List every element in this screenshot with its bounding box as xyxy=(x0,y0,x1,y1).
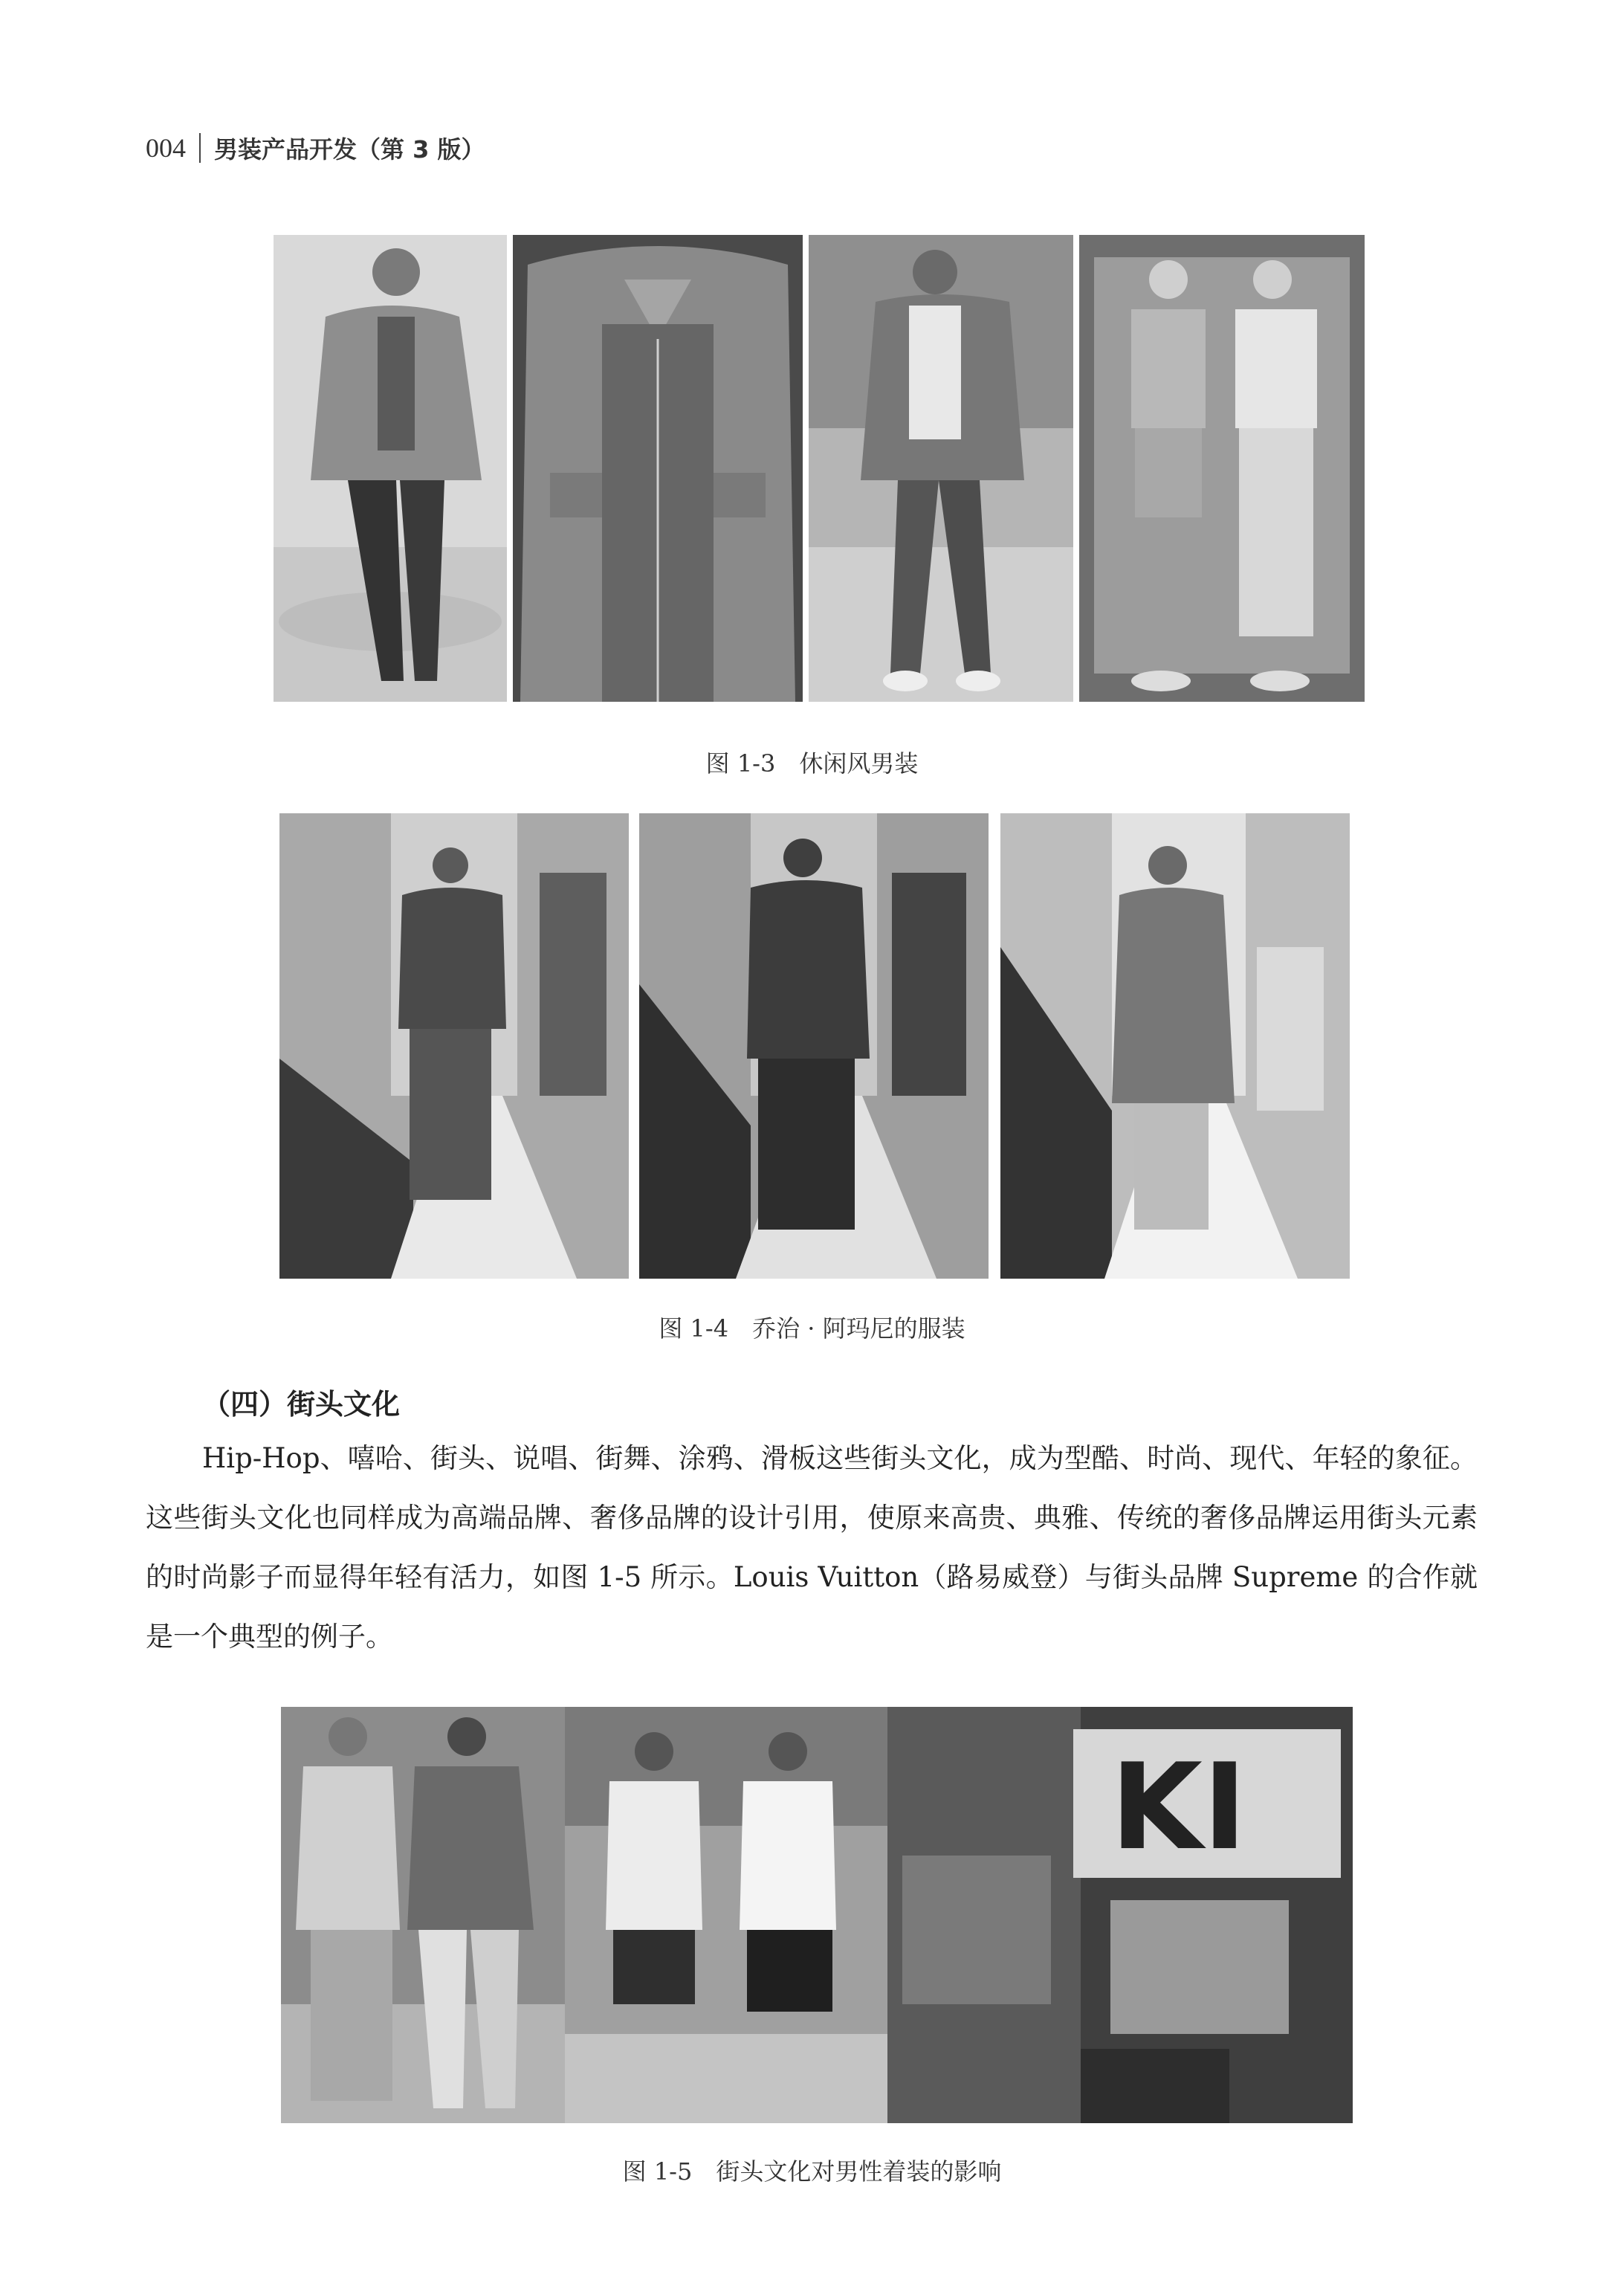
photo-armani-runway-1 xyxy=(279,813,629,1279)
section-heading: （四）街头文化 xyxy=(202,1388,401,1421)
figure-1-4-caption: 图 1-4 乔治 · 阿玛尼的服装 xyxy=(659,1314,965,1343)
running-header xyxy=(146,131,485,165)
figure-1-5-photos xyxy=(281,1707,1353,2123)
photo-jacket-detail xyxy=(513,235,803,702)
svg-text:KI: KI xyxy=(1110,1737,1247,1876)
body-paragraph: Hip-Hop、嘻哈、街头、说唱、街舞、涂鸦、滑板这些街头文化，成为型酷、时尚、现代、年轻的象征。这些街头文化也同样成为高端品牌、奢侈品牌的设计引用，使原来高贵、典雅、传统的奢侈品牌运用街头元素的时尚影子而显得年轻有活力，如图 1-5 所示。Louis Vuitton（路易威登）与街头品牌 Supreme 的合作就是一个典型的例子。 xyxy=(146,1442,1478,1653)
photo-casual-runway xyxy=(274,235,507,702)
photo-mannequins xyxy=(1079,235,1365,702)
figure-1-5-caption: 图 1-5 街头文化对男性着装的影响 xyxy=(622,2157,1002,2186)
photo-street-style-2 xyxy=(565,1707,887,2123)
page-number: 004 xyxy=(146,133,186,163)
photo-street-style-1 xyxy=(281,1707,565,2123)
photo-denim-detail xyxy=(887,1707,1353,2123)
book-title: 男装产品开发（第 3 版） xyxy=(214,135,485,164)
photo-armani-runway-2 xyxy=(639,813,989,1279)
figure-1-4-photos xyxy=(279,813,1350,1279)
photo-armani-runway-3 xyxy=(1000,813,1350,1279)
header-divider xyxy=(199,133,201,163)
figure-1-3-caption: 图 1-3 休闲风男装 xyxy=(705,749,919,778)
photo-street-look xyxy=(809,235,1073,702)
figure-1-3-photos xyxy=(274,235,1365,702)
